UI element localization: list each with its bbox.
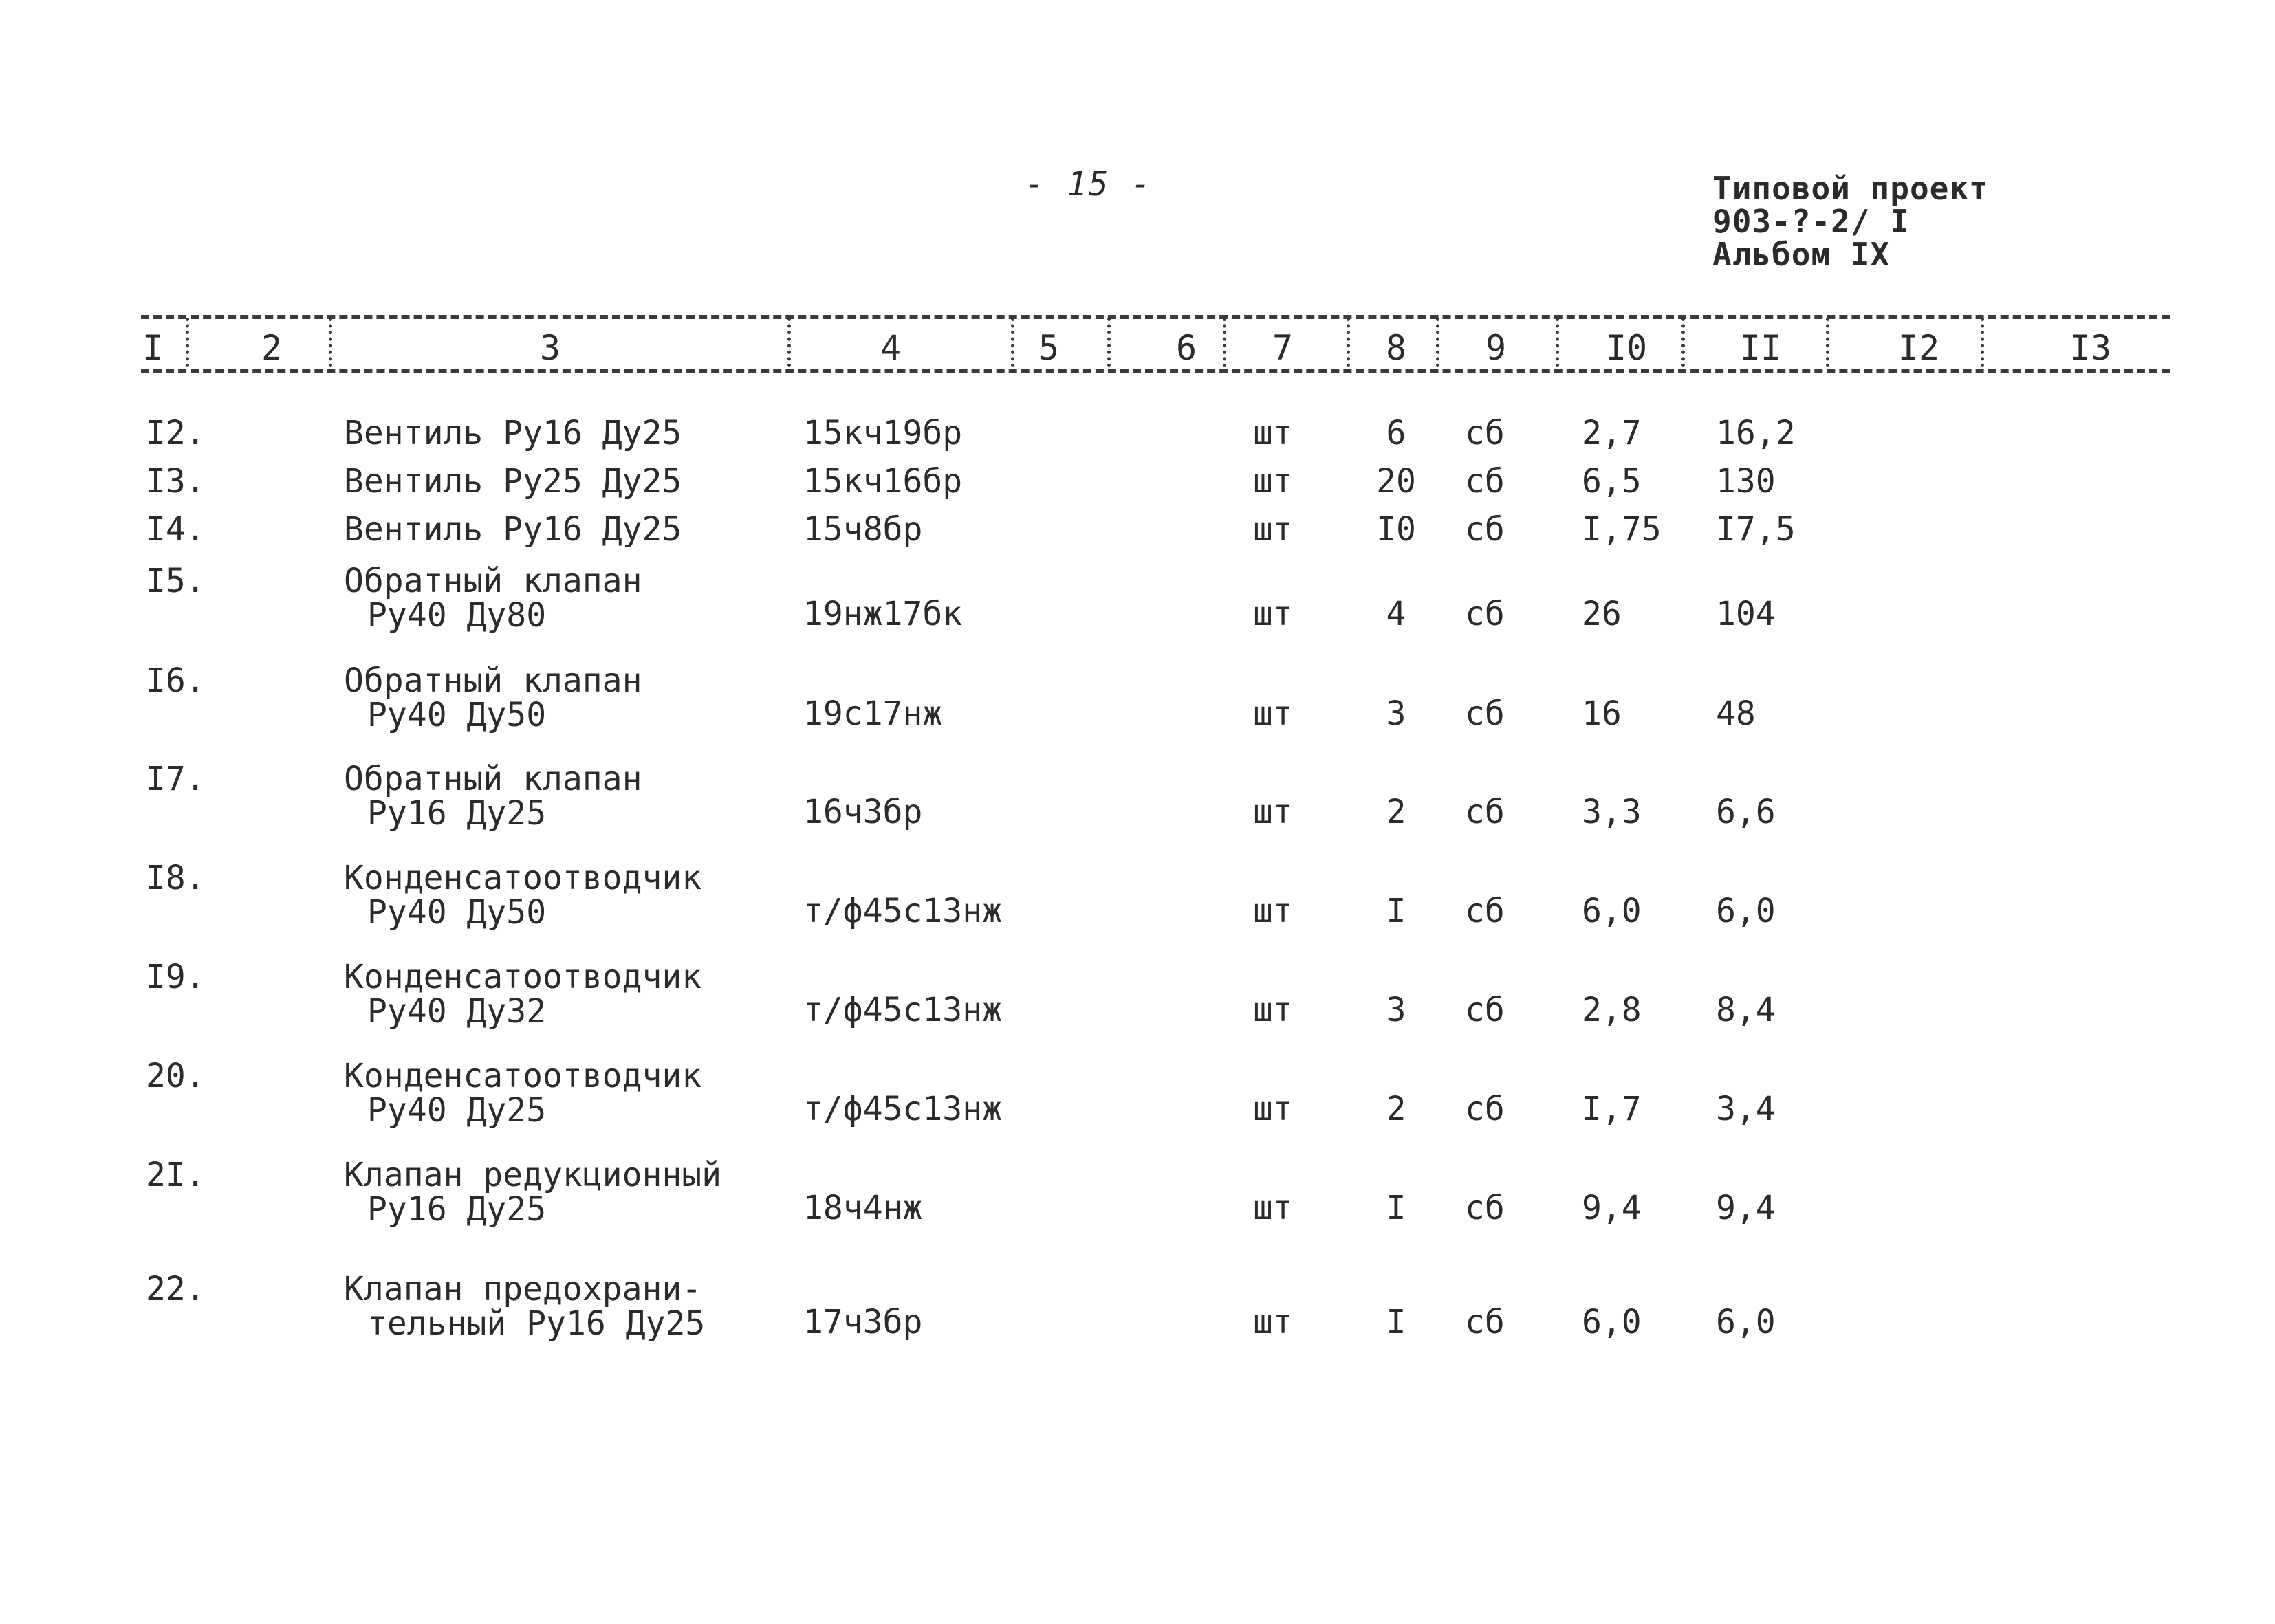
item-mass: 9,4 (1582, 1189, 1642, 1227)
item-name-line-2: Ру40 Ду50 (367, 696, 547, 734)
item-mark: т/ф45с13нж (803, 892, 1002, 930)
item-name-line-1: Обратный клапан (344, 760, 642, 798)
item-qty: 6 (1386, 414, 1406, 452)
item-mark: 18ч4нж (803, 1189, 923, 1227)
item-unit: шт (1253, 694, 1293, 733)
row-number: I8. (146, 859, 206, 897)
item-name (344, 1272, 705, 1341)
row-number: I3. (146, 462, 206, 501)
item-name (344, 663, 642, 732)
column-separator (186, 318, 189, 367)
column-separator (1681, 318, 1685, 367)
project-stamp (1712, 172, 1989, 271)
item-unit: шт (1253, 462, 1293, 501)
column-separator (1011, 318, 1014, 367)
item-qty: 2 (1386, 1090, 1406, 1128)
item-name (344, 1158, 721, 1227)
column-number-9: 9 (1485, 328, 1507, 368)
item-spec: сб (1465, 892, 1505, 930)
item-unit: шт (1253, 1303, 1293, 1341)
item-mark: 19нж17бк (803, 595, 963, 633)
item-name-line-1: Конденсатоотводчик (344, 958, 702, 996)
item-mark: 15кч16бр (803, 462, 963, 501)
stamp-line-2: 903-?-2/ I (1712, 203, 1910, 240)
item-unit: шт (1253, 510, 1293, 549)
row-number: 2I. (146, 1156, 206, 1194)
item-spec: сб (1465, 414, 1505, 452)
column-separator (1826, 318, 1829, 367)
row-number: I6. (146, 661, 206, 700)
row-number: 22. (146, 1270, 206, 1308)
item-mass: 16 (1582, 694, 1622, 733)
item-name (344, 512, 682, 547)
item-mass: 2,7 (1582, 414, 1642, 452)
item-mass: I,75 (1582, 510, 1662, 549)
column-number-7: 7 (1272, 328, 1294, 368)
stamp-line-1: Типовой проект (1712, 170, 1989, 207)
item-qty: 4 (1386, 595, 1406, 633)
column-number-12: I2 (1897, 328, 1940, 368)
column-number-13: I3 (2069, 328, 2112, 368)
item-mark: 19с17нж (803, 694, 943, 733)
item-name-line-2: Ру40 Ду32 (367, 992, 547, 1031)
item-spec: сб (1465, 510, 1505, 549)
item-mark: т/ф45с13нж (803, 991, 1002, 1029)
item-spec: сб (1465, 1189, 1505, 1227)
item-mark: 16ч3бр (803, 793, 923, 831)
item-mass: 6,0 (1582, 1303, 1642, 1341)
item-name (344, 861, 701, 930)
item-name (344, 416, 682, 450)
item-total: 6,6 (1716, 793, 1776, 831)
item-name-line-1: Обратный клапан (344, 562, 642, 600)
column-number-1: I (142, 328, 164, 368)
item-total: 104 (1716, 595, 1776, 633)
item-name-line-2: Ру16 Ду25 (367, 1190, 547, 1229)
item-name-line-1: Вентиль Ру16 Ду25 (344, 510, 682, 549)
column-separator (329, 318, 332, 367)
item-name-line-2: Ру40 Ду25 (367, 1091, 547, 1130)
column-separator (787, 318, 791, 367)
item-name (344, 1059, 701, 1128)
item-name-line-2: тельный Ру16 Ду25 (367, 1304, 706, 1343)
item-name-line-1: Клапан редукционный (344, 1156, 722, 1194)
item-name (344, 564, 642, 633)
item-qty: I (1386, 1303, 1406, 1341)
column-separator (1981, 318, 1984, 367)
column-number-6: 6 (1175, 328, 1197, 368)
item-total: I7,5 (1716, 510, 1796, 549)
item-unit: шт (1253, 793, 1293, 831)
column-number-4: 4 (880, 328, 902, 368)
item-name-line-1: Конденсатоотводчик (344, 1057, 702, 1095)
column-number-11: II (1739, 328, 1782, 368)
item-mass: 26 (1582, 595, 1622, 633)
item-name (344, 462, 682, 501)
item-mass: I,7 (1582, 1090, 1642, 1128)
item-spec: сб (1465, 1090, 1505, 1128)
item-unit: шт (1253, 892, 1293, 930)
item-total: 3,4 (1716, 1090, 1776, 1128)
item-name-line-1: Вентиль Ру25 Ду25 (344, 462, 682, 501)
item-qty: 3 (1386, 991, 1406, 1029)
item-qty: I (1386, 1189, 1406, 1227)
item-mass: 3,3 (1582, 793, 1642, 831)
item-mark: 15ч8бр (803, 510, 923, 549)
item-total: 48 (1716, 694, 1756, 733)
item-mark: 17ч3бр (803, 1303, 923, 1341)
item-spec: сб (1465, 462, 1505, 501)
item-name-line-2: Ру16 Ду25 (367, 794, 547, 833)
column-number-2: 2 (261, 328, 283, 368)
column-separator (1436, 318, 1439, 367)
item-spec: сб (1465, 991, 1505, 1029)
row-number: I4. (146, 510, 206, 549)
item-name (344, 960, 701, 1029)
item-mass: 6,5 (1582, 462, 1642, 501)
item-total: 6,0 (1716, 1303, 1776, 1341)
header-top-rule (141, 315, 2170, 319)
header-bottom-rule (141, 369, 2170, 373)
column-separator (1347, 318, 1350, 367)
column-separator (1556, 318, 1559, 367)
item-unit: шт (1253, 414, 1293, 452)
item-qty: 3 (1386, 694, 1406, 733)
item-total: 6,0 (1716, 892, 1776, 930)
column-separator (1107, 318, 1111, 367)
item-total: 130 (1716, 462, 1776, 501)
item-spec: сб (1465, 1303, 1505, 1341)
column-separator (1223, 318, 1226, 367)
item-name (344, 762, 642, 831)
item-unit: шт (1253, 991, 1293, 1029)
item-mass: 6,0 (1582, 892, 1642, 930)
row-number: I9. (146, 958, 206, 996)
item-spec: сб (1465, 595, 1505, 633)
column-number-3: 3 (539, 328, 561, 368)
item-name-line-2: Ру40 Ду50 (367, 893, 547, 932)
item-unit: шт (1253, 1189, 1293, 1227)
item-name-line-1: Вентиль Ру16 Ду25 (344, 414, 682, 452)
item-total: 8,4 (1716, 991, 1776, 1029)
item-qty: I0 (1376, 510, 1416, 549)
item-name-line-2: Ру40 Ду80 (367, 596, 547, 635)
column-number-8: 8 (1385, 328, 1407, 368)
item-total: 16,2 (1716, 414, 1796, 452)
stamp-line-3: Альбом IX (1712, 236, 1891, 273)
item-spec: сб (1465, 694, 1505, 733)
item-qty: 20 (1376, 462, 1416, 501)
item-mark: 15кч19бр (803, 414, 963, 452)
item-mark: т/ф45с13нж (803, 1090, 1002, 1128)
row-number: I2. (146, 414, 206, 452)
item-spec: сб (1465, 793, 1505, 831)
item-name-line-1: Конденсатоотводчик (344, 859, 702, 897)
item-unit: шт (1253, 595, 1293, 633)
row-number: I7. (146, 760, 206, 798)
row-number: I5. (146, 562, 206, 600)
item-qty: 2 (1386, 793, 1406, 831)
item-unit: шт (1253, 1090, 1293, 1128)
item-qty: I (1386, 892, 1406, 930)
item-name-line-1: Клапан предохрани- (344, 1270, 702, 1308)
item-name-line-1: Обратный клапан (344, 661, 642, 700)
row-number: 20. (146, 1057, 206, 1095)
column-number-10: I0 (1605, 328, 1648, 368)
page-number: - 15 - (1025, 165, 1153, 204)
column-number-5: 5 (1038, 328, 1060, 368)
item-total: 9,4 (1716, 1189, 1776, 1227)
item-mass: 2,8 (1582, 991, 1642, 1029)
